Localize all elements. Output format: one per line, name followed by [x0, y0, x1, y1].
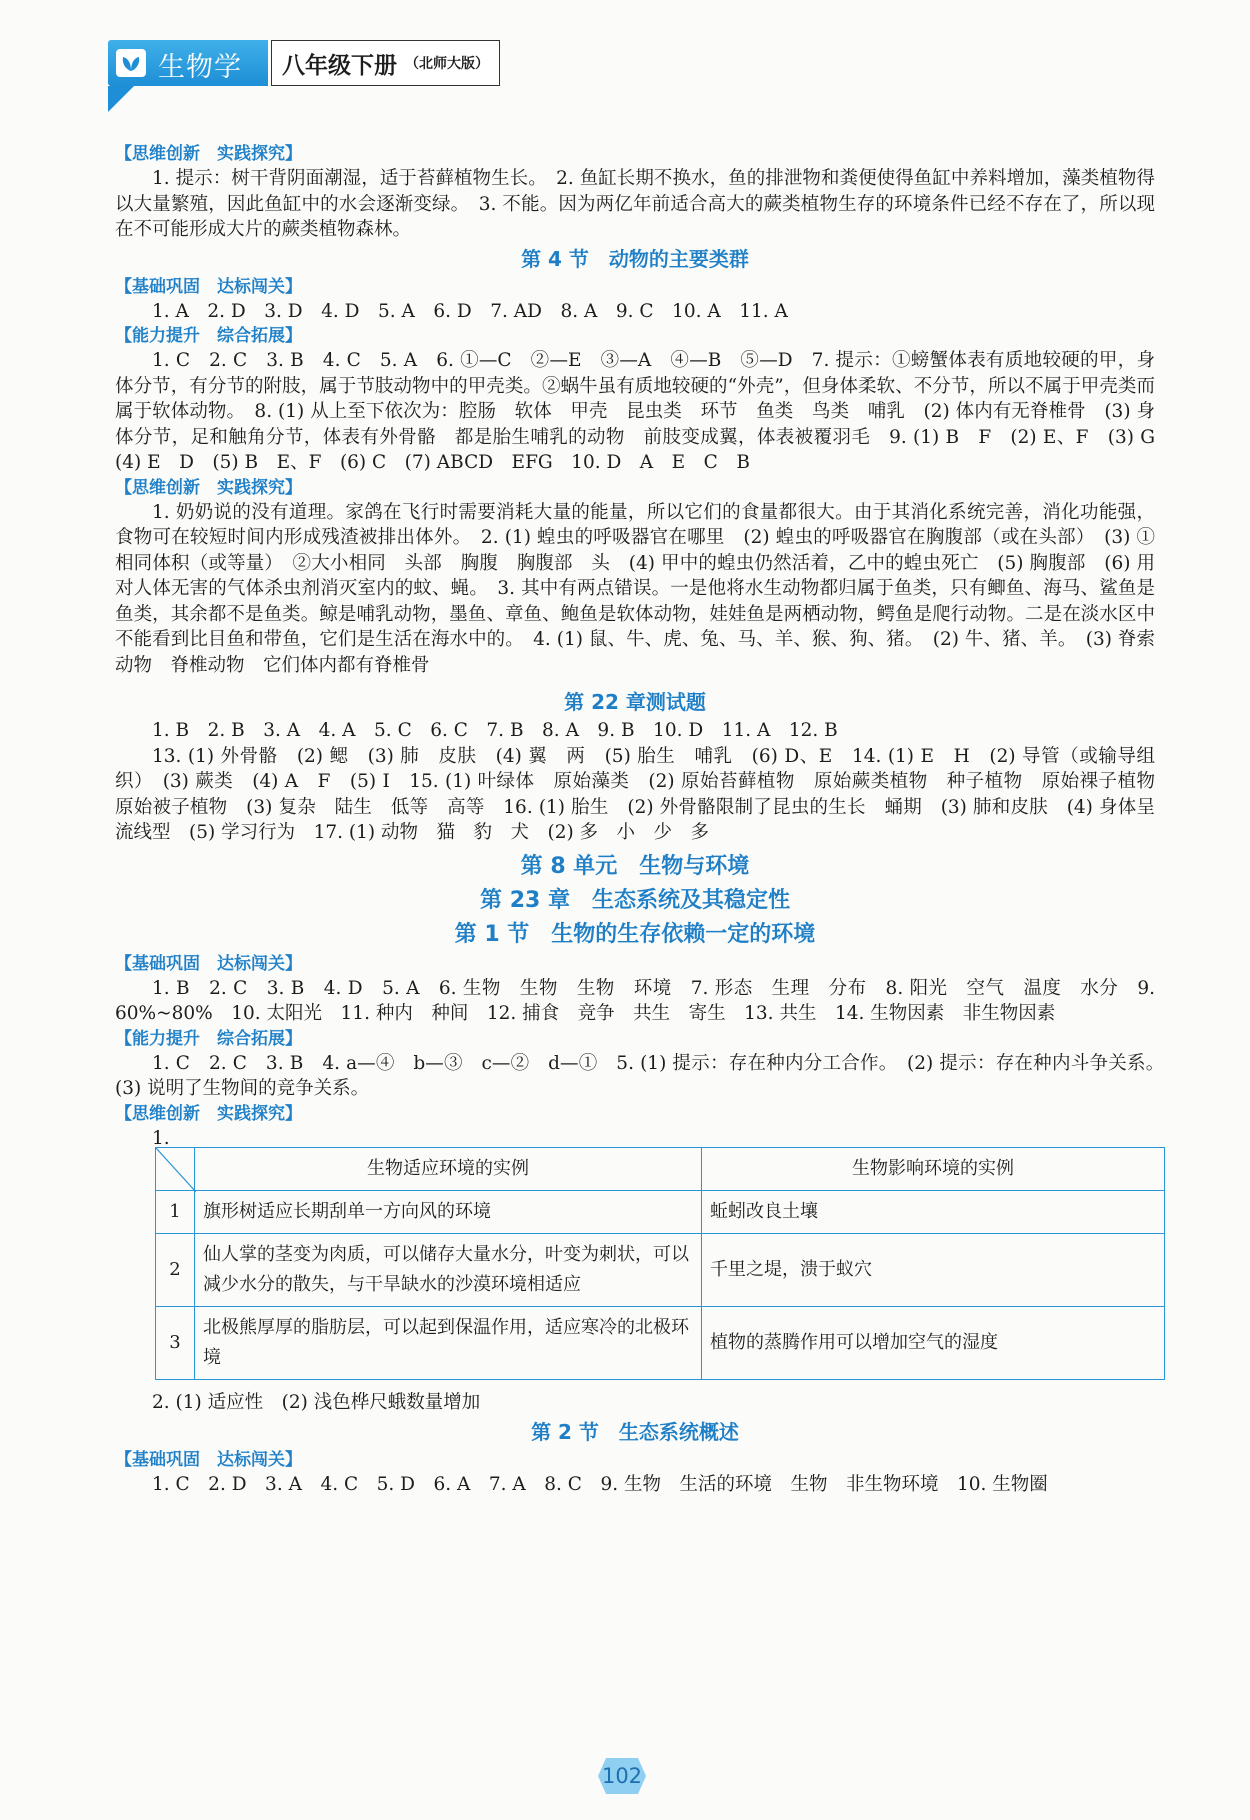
section-label: 【基础巩固 达标闯关】: [115, 953, 302, 974]
subject-banner: [108, 40, 268, 86]
adapt-cell: 北极熊厚厚的脂肪层，可以起到保温作用，适应寒冷的北极环境: [195, 1307, 702, 1380]
section-label: 【能力提升 综合拓展】: [115, 326, 302, 346]
row-number: 1: [156, 1191, 195, 1234]
adaptation-table: [155, 1147, 1165, 1380]
section-label: 【思维创新 实践探究】: [115, 1103, 302, 1124]
answer-block: 1. 提示：树干背阴面潮湿，适于苔藓植物生长。 2. 鱼缸长期不换水，鱼的排泄物和粪便使得鱼缸中养料增加，藻类植物得以大量繁殖，因此鱼缸中的水会逐渐变绿。 3. 不能。因为两亿年前适合高大的蕨类植物生存的环境条件已经不存在了，所以现在不可能形成大片的蕨类植物森林。: [115, 168, 1155, 240]
affect-cell: 蚯蚓改良土壤: [702, 1191, 1165, 1234]
answer-block: 2. (1) 适应性 (2) 浅色桦尺蛾数量增加: [152, 1392, 481, 1413]
adapt-cell: 仙人掌的茎变为肉质，可以储存大量水分，叶变为刺状，可以减少水分的散失，与干旱缺水的沙漠环境相适应: [195, 1234, 702, 1307]
section-label: 【基础巩固 达标闯关】: [115, 276, 302, 297]
answer-block: 1. B 2. C 3. B 4. D 5. A 6. 生物 生物 生物 环境 7. 形态 生理 分布 8. 阳光 空气 温度 水分 9. 60%~80% 10. 太阳光 11. 种内 种间 12. 捕食 竞争 共生 寄生 13. 共生 14. 生物因素 非生物因素: [115, 977, 1155, 1024]
chapter-test-heading: 第 22 章测试题: [564, 690, 706, 714]
grade-title: 八年级下册: [282, 52, 397, 79]
section-label: 【思维创新 实践探究】: [115, 477, 302, 498]
leaf-icon: [116, 49, 146, 77]
section-heading: 第 2 节 生态系统概述: [531, 1419, 739, 1444]
section-heading: 第 4 节 动物的主要类群: [521, 246, 749, 271]
chapter-heading: 第 23 章 生态系统及其稳定性: [480, 887, 790, 913]
page-number: 102: [601, 1764, 643, 1788]
adapt-cell: 旗形树适应长期刮单一方向风的环境: [195, 1191, 702, 1234]
section-label: 【思维创新 实践探究】: [115, 144, 302, 164]
answer-content: [115, 142, 1174, 1497]
table-header-row: [156, 1148, 1165, 1191]
answer-block: 1. A 2. D 3. D 4. D 5. A 6. D 7. AD 8. A 9. C 10. A 11. A: [152, 300, 788, 322]
section-label: 【基础巩固 达标闯关】: [115, 1449, 302, 1470]
table-header-cell: 生物适应环境的实例: [195, 1148, 702, 1191]
answer-block: 1. C 2. C 3. B 4. C 5. A 6. ①—C ②—E ③—A ④—B ⑤—D 7. 提示：①螃蟹体表有质地较硬的甲，身体分节，有分节的附肢，属于节肢动物中的甲壳类。②蜗牛虽有质地较硬的“外壳”，但身体柔软、不分节，所以不属于甲壳类而属于软体动物。 8. (1) 从上至下依次为：腔肠 软体 甲壳 昆虫类 环节 鱼类 鸟类 哺乳 (2) 体内有无脊椎骨 (3) 身体分节，足和触角分节，体表有外骨骼 都是胎生哺乳的动物 前肢变成翼，体表被覆羽毛 9. (1) B F (2) E、F (3) G (4) E D (5) B E、F (6) C (7) ABCD EFG 10. D A E C B: [115, 350, 1174, 473]
answer-block: 1. C 2. D 3. A 4. C 5. D 6. A 7. A 8. C 9. 生物 生活的环境 生物 非生物环境 10. 生物圈: [152, 1473, 1048, 1495]
affect-cell: 千里之堤，溃于蚁穴: [702, 1234, 1165, 1307]
table-row: [156, 1234, 1165, 1307]
diagonal-line: [156, 1148, 196, 1192]
answer-block: 1. B 2. B 3. A 4. A 5. C 6. C 7. B 8. A 9. B 10. D 11. A 12. B: [152, 720, 838, 741]
table-row: [156, 1307, 1165, 1380]
section-label: 【能力提升 综合拓展】: [115, 1028, 302, 1049]
question-number: 1.: [152, 1127, 170, 1149]
edition-label: （北师大版）: [405, 56, 489, 72]
answer-block: 13. (1) 外骨骼 (2) 鳃 (3) 肺 皮肤 (4) 翼 两 (5) 胎生 哺乳 (6) D、E 14. (1) E H (2) 导管（或输导组织） (3) 蕨类 (4) A F (5) I 15. (1) 叶绿体 原始藻类 (2) 原始苔藓植物 原始蕨类植物 种子植物 原始裸子植物 原始被子植物 (3) 复杂 陆生 低等 高等 16. (1) 胎生 (2) 外骨骼限制了昆虫的生长 蛹期 (3) 肺和皮肤 (4) 身体呈流线型 (5) 学习行为 17. (1) 动物 猫 豹 犬 (2) 多 小 少 多: [115, 745, 1174, 843]
page-number-badge: [596, 1754, 648, 1798]
grade-box: [271, 40, 500, 86]
unit-heading: 第 8 单元 生物与环境: [520, 853, 750, 879]
answer-block: 1. C 2. C 3. B 4. a—④ b—③ c—② d—① 5. (1) 提示：存在种内分工合作。 (2) 提示：存在种内斗争关系。 (3) 说明了生物间的竞争关系。: [115, 1052, 1174, 1099]
table-header-cell: 生物影响环境的实例: [702, 1148, 1165, 1191]
book-header: [108, 40, 528, 86]
affect-cell: 植物的蒸腾作用可以增加空气的湿度: [702, 1307, 1165, 1380]
answer-block: 1. 奶奶说的没有道理。家鸽在飞行时需要消耗大量的能量，所以它们的食量都很大。由于其消化系统完善，消化功能强，食物可在较短时间内形成残渣被排出体外。 2. (1) 蝗虫的呼吸器官在哪里 (2) 蝗虫的呼吸器官在胸腹部（或在头部） (3) ①相同体积（或等量） ②大小相同 头部 胸腹 胸腹部 头 (4) 甲中的蝗虫仍然活着，乙中的蝗虫死亡 (5) 胸腹部 (6) 用对人体无害的气体杀虫剂消灭室内的蚊、蝇。 3. 其中有两点错误。一是他将水生动物都归属于鱼类，只有鲫鱼、海马、鲨鱼是鱼类，其余都不是鱼类。鲸是哺乳动物，墨鱼、章鱼、鲍鱼是软体动物，娃娃鱼是两栖动物，鳄鱼是爬行动物。二是在淡水区中不能看到比目鱼和带鱼，它们是生活在海水中的。 4. (1) 鼠、牛、虎、兔、马、羊、猴、狗、猪。 (2) 牛、猪、羊。 (3) 脊索动物 脊椎动物 它们体内都有脊椎骨: [115, 501, 1155, 676]
row-number: 2: [156, 1234, 195, 1307]
section-heading: 第 1 节 生物的生存依赖一定的环境: [454, 921, 816, 947]
table-row: [156, 1191, 1165, 1234]
row-number: 3: [156, 1307, 195, 1380]
corner-cell: [156, 1148, 195, 1191]
subject-title: 生物学: [158, 52, 242, 83]
